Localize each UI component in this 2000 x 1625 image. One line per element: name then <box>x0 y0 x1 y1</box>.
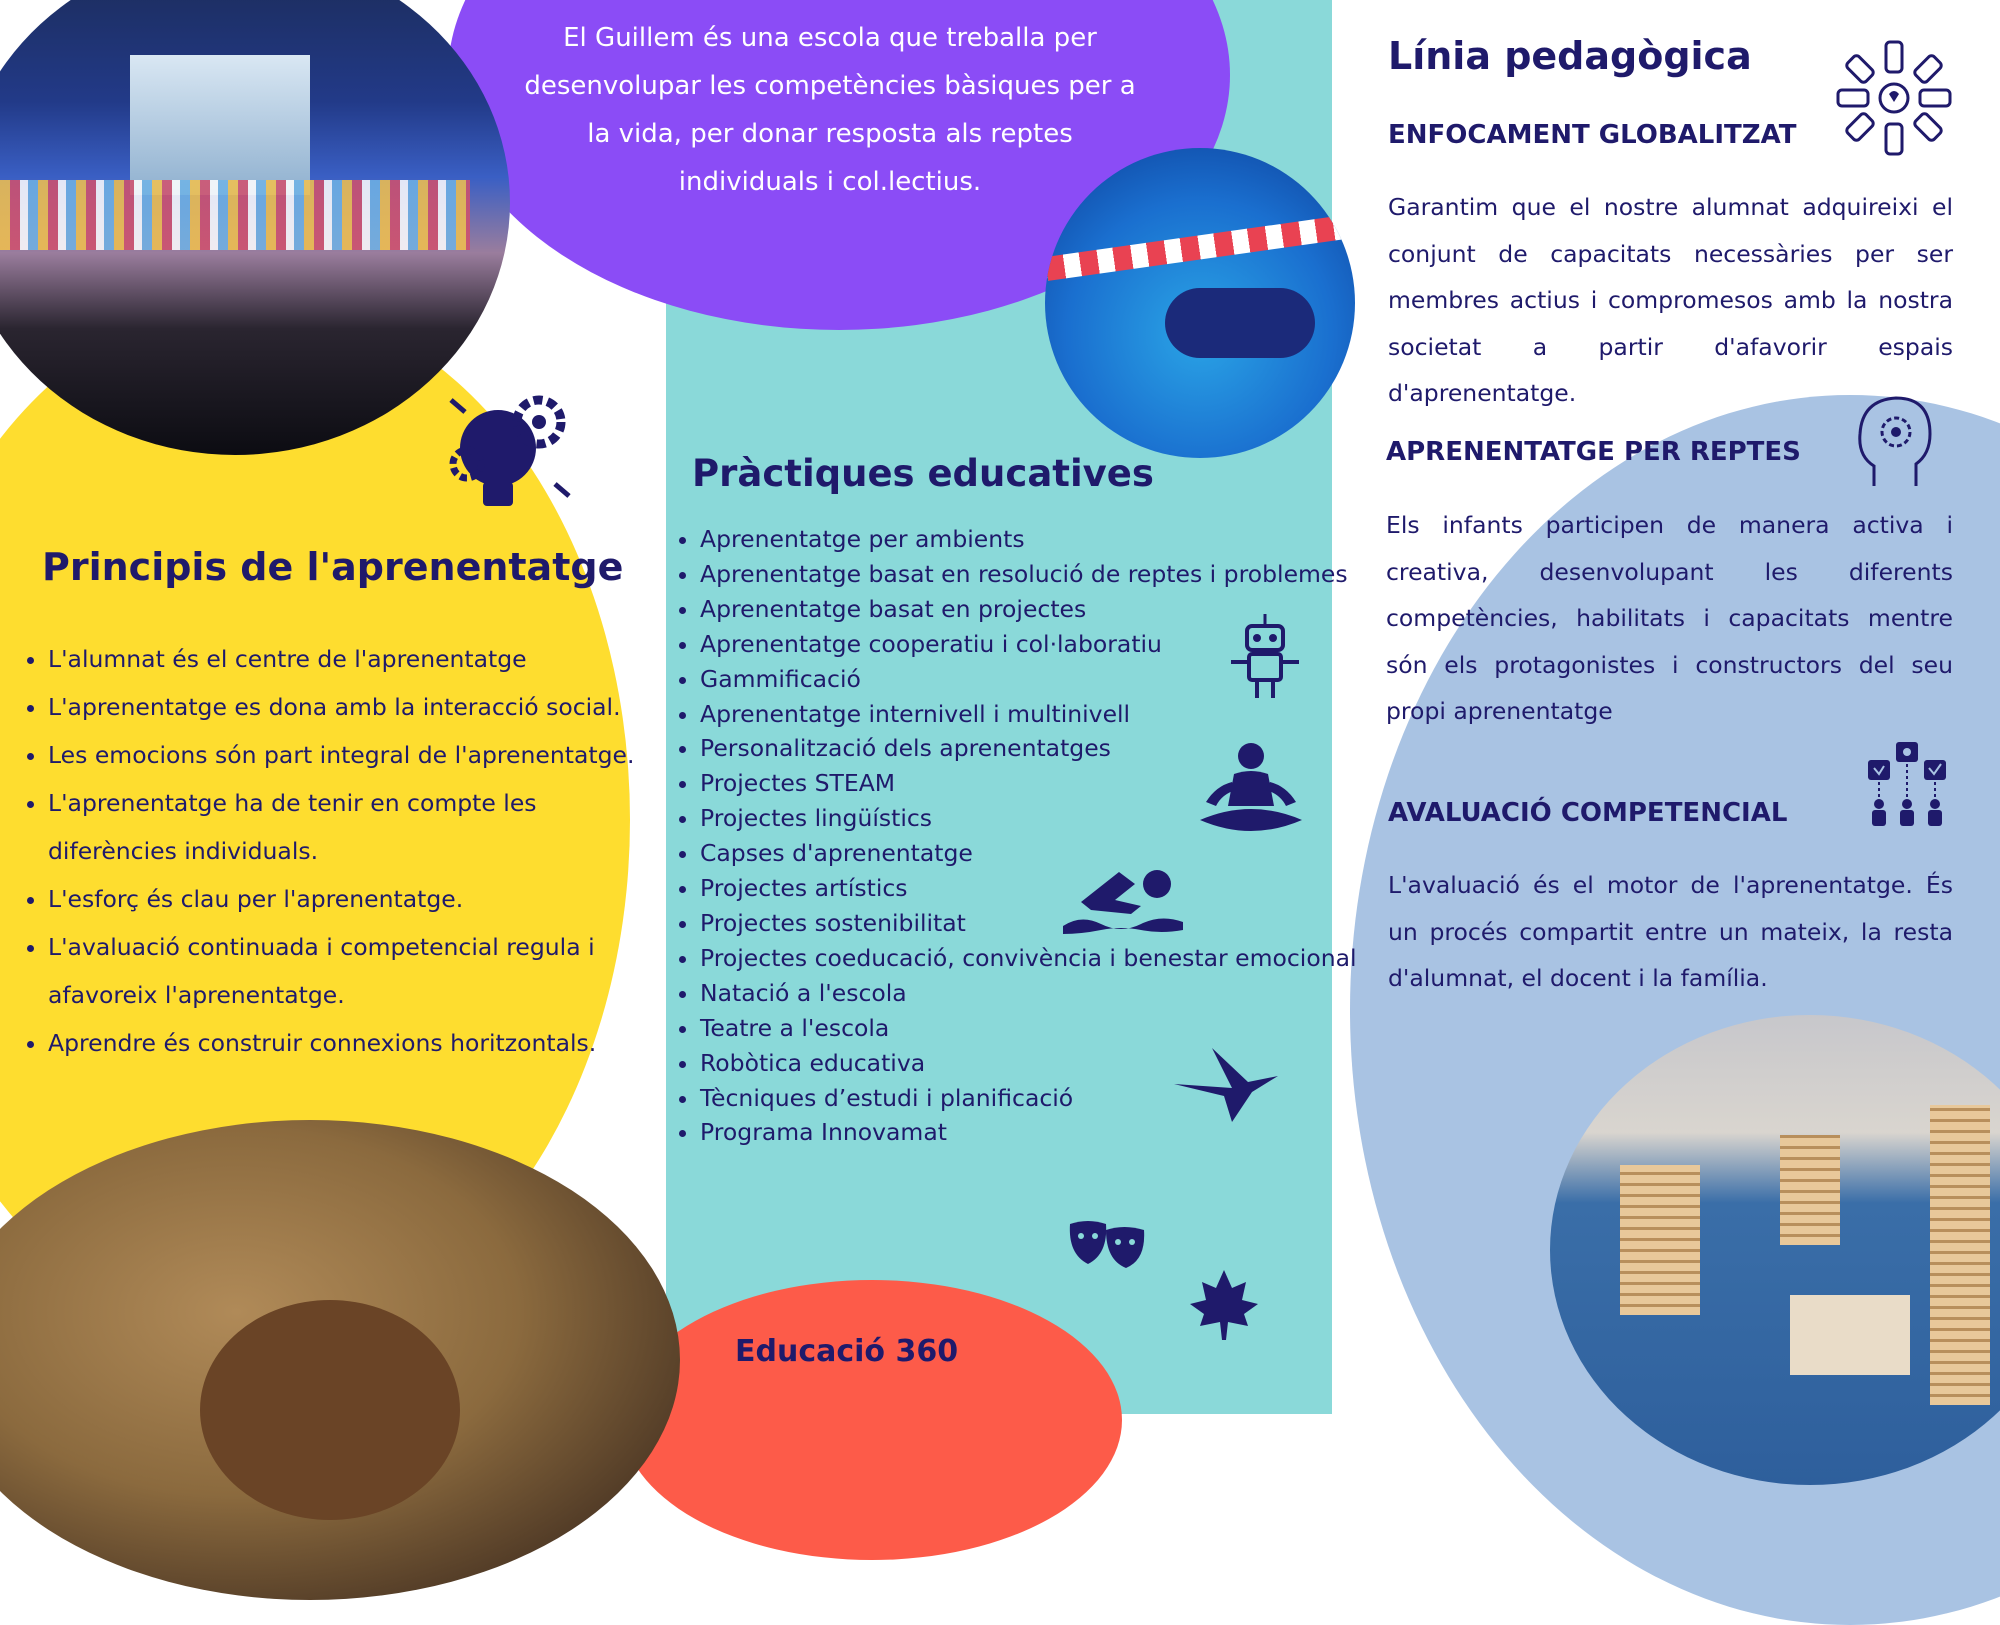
swimmer-icon <box>1061 862 1186 934</box>
robot-icon <box>1225 612 1305 702</box>
list-item: • L'aprenentatge ha de tenir en compte les diferències individuals. <box>48 779 658 875</box>
practiques-title: Pràctiques educatives <box>692 452 1154 495</box>
list-item: • Robòtica educativa <box>700 1046 1360 1081</box>
list-item: • L'avaluació continuada i competencial regula i afavoreix l'aprenentatge. <box>48 923 658 1019</box>
clay-hands-photo <box>0 1120 680 1600</box>
theatre-masks-icon <box>1066 1218 1148 1270</box>
list-item: • Aprenentatge cooperatiu i col·laboratiu <box>700 627 1360 662</box>
list-item: • Tècniques d’estudi i planificació <box>700 1081 1360 1116</box>
stage-screen <box>130 55 310 195</box>
list-item: • L'esforç és clau per l'aprenentatge. <box>48 875 658 923</box>
list-item: • Gammificació <box>700 662 1360 697</box>
list-item: • Projectes sostenibilitat <box>700 906 1360 941</box>
list-item: • Teatre a l'escola <box>700 1011 1360 1046</box>
footer-label: Educació 360 <box>735 1334 959 1369</box>
list-item: • Projectes artístics <box>700 871 1360 906</box>
list-item: • Les emocions són part integral de l'aprenentatge. <box>48 731 658 779</box>
feedback-people-icon <box>1866 738 1950 828</box>
block-tower <box>1780 1135 1840 1245</box>
paper-crane-icon <box>1172 1046 1280 1124</box>
child-head <box>200 1300 460 1520</box>
lightbulb-gears-icon <box>443 386 578 521</box>
list-item: • Programa Innovamat <box>700 1115 1360 1150</box>
enfocament-heading: ENFOCAMENT GLOBALITZAT <box>1388 120 1797 150</box>
list-item: • Projectes STEAM <box>700 766 1360 801</box>
brain-head-icon <box>1854 394 1934 490</box>
list-item: • Aprenentatge basat en projectes <box>700 592 1360 627</box>
avaluacio-heading: AVALUACIÓ COMPETENCIAL <box>1388 798 1788 828</box>
list-item: • Projectes lingüístics <box>700 801 1360 836</box>
block-box <box>1790 1295 1910 1375</box>
avaluacio-text: L'avaluació és el motor de l'aprenentatge. És un procés compartit entre un mateix, la resta d'alumnat, el docent i la família. <box>1388 871 1953 992</box>
block-tower <box>1930 1105 1990 1405</box>
list-item: • Aprendre és construir connexions horitzontals. <box>48 1019 658 1067</box>
coral-blob-background <box>622 1280 1122 1560</box>
list-item: • Aprenentatge basat en resolució de reptes i problemes <box>700 557 1360 592</box>
list-item: • Natació a l'escola <box>700 976 1360 1011</box>
reptes-text: Els infants participen de manera activa i creativa, desenvolupant les diferents competències, habilitats i capacitats mentre són els protagonistes i constructors del seu propi aprenentatge <box>1386 511 1953 725</box>
principis-list <box>20 635 658 1067</box>
enfocament-text: Garantim que el nostre alumnat adquireixi el conjunt de capacitats necessàries per ser membres actius i compromesos amb la nostra societat a partir d'afavorir espais d'aprenentatge. <box>1388 193 1953 407</box>
swimmer <box>1165 288 1315 358</box>
meditation-icon <box>1196 742 1306 840</box>
maple-leaf-icon <box>1188 1268 1260 1342</box>
lane-rope <box>1045 211 1355 281</box>
reptes-heading: APRENENTATGE PER REPTES <box>1386 437 1801 467</box>
list-item: • L'aprenentatge es dona amb la interacció social. <box>48 683 658 731</box>
principis-title: Principis de l'aprenentatge <box>42 545 624 589</box>
intro-text: El Guillem és una escola que treballa per desenvolupar les competències bàsiques per a la vida, per donar resposta als reptes individuals i col.lectius. <box>524 23 1136 197</box>
choir-crowd <box>0 180 470 250</box>
list-item: • Projectes coeducació, convivència i benestar emocional <box>700 941 1360 976</box>
list-item: • L'alumnat és el centre de l'aprenentatge <box>48 635 658 683</box>
block-tower <box>1620 1165 1700 1315</box>
list-item: • Capses d'aprenentatge <box>700 836 1360 871</box>
list-item: • Aprenentatge per ambients <box>700 522 1360 557</box>
list-item: • Personalització dels aprenentatges <box>700 731 1360 766</box>
hands-together-icon <box>1834 38 1954 158</box>
linia-title: Línia pedagògica <box>1388 34 1752 78</box>
list-item: • Aprenentatge internivell i multinivell <box>700 697 1360 732</box>
